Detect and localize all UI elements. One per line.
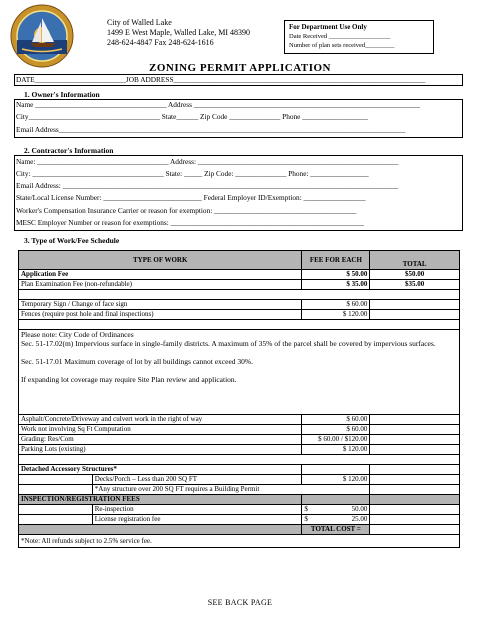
table-row bbox=[19, 515, 460, 525]
license-fee-cell bbox=[302, 515, 370, 525]
city-info bbox=[107, 18, 250, 48]
col-total: TOTAL bbox=[370, 251, 460, 270]
decks-label: Decks/Porch – Less than 200 SQ FT bbox=[92, 475, 302, 485]
department-use-box bbox=[284, 20, 434, 54]
fences-fee: $ 120.00 bbox=[302, 310, 370, 320]
reinspection-fee-cell bbox=[302, 505, 370, 515]
department-use-title: For Department Use Only bbox=[289, 23, 367, 31]
inspection-fees-heading: INSPECTION/REGISTRATION FEES bbox=[19, 495, 302, 505]
plan-exam-fee: $ 35.00 bbox=[302, 280, 370, 290]
fences-total[interactable] bbox=[370, 310, 460, 320]
plan-sets-field[interactable]: Number of plan sets received_________ bbox=[289, 42, 395, 49]
detached-structures-label: Detached Accessory Structures* bbox=[19, 465, 302, 475]
contractor-section-heading: 2. Contractor's Information bbox=[24, 146, 114, 155]
detached-total-cell bbox=[370, 465, 460, 475]
table-row bbox=[19, 425, 460, 435]
grading-fee: $ 60.00 / $120.00 bbox=[302, 435, 370, 445]
table-row bbox=[19, 495, 460, 505]
blank-cell bbox=[19, 475, 93, 485]
asphalt-label: Asphalt/Concrete/Driveway and culvert work in the right of way bbox=[19, 415, 302, 425]
date-address-box bbox=[14, 74, 463, 86]
spacer-row bbox=[19, 290, 460, 300]
table-row bbox=[19, 270, 460, 280]
date-job-address-field[interactable]: DATE_________________________JOB ADDRESS_____________________________________________________________________ bbox=[16, 75, 426, 84]
grading-label: Grading: Res/Com bbox=[19, 435, 302, 445]
work-no-sqft-fee: $ 60.00 bbox=[302, 425, 370, 435]
table-row bbox=[19, 475, 460, 485]
fee-table-header bbox=[19, 251, 460, 270]
table-row bbox=[19, 280, 460, 290]
see-back-page-note: SEE BACK PAGE bbox=[207, 598, 273, 607]
spacer-row bbox=[19, 455, 460, 465]
total-cost-label: TOTAL COST = bbox=[302, 525, 370, 535]
total-cost-value[interactable] bbox=[370, 525, 460, 535]
blank-cell bbox=[19, 485, 93, 495]
work-no-sqft-total[interactable] bbox=[370, 425, 460, 435]
plan-exam-fee-label: Plan Examination Fee (non-refundable) bbox=[19, 280, 302, 290]
application-fee: $ 50.00 bbox=[302, 270, 370, 280]
parking-lots-label: Parking Lots (existing) bbox=[19, 445, 302, 455]
col-type-of-work: TYPE OF WORK bbox=[19, 251, 302, 270]
detached-fee-cell bbox=[302, 465, 370, 475]
contractor-email-field[interactable]: Email Address: ____________________________________________________________________________________________ bbox=[16, 181, 399, 190]
owner-city-field[interactable]: City____________________________________ State______ Zip Code ______________ Phone __________________ bbox=[16, 112, 368, 121]
structure-permit-note: *Any structure over 200 SQ FT requires a Building Permit bbox=[92, 485, 370, 495]
grading-total[interactable] bbox=[370, 435, 460, 445]
temp-sign-label: Temporary Sign / Change of face sign bbox=[19, 300, 302, 310]
table-row bbox=[19, 445, 460, 455]
contractor-name-field[interactable]: Name: ____________________________________ Address: _______________________________________________________ bbox=[16, 157, 399, 166]
contractor-license-field[interactable]: State/Local License Number: ___________________________ Federal Employer ID/Exemption: _________________ bbox=[16, 193, 366, 202]
owner-section-heading: 1. Owner's Information bbox=[24, 90, 100, 99]
table-row bbox=[19, 505, 460, 515]
temp-sign-total[interactable] bbox=[370, 300, 460, 310]
work-no-sqft-label: Work not involving Sq Ft Computation bbox=[19, 425, 302, 435]
decks-total[interactable] bbox=[370, 475, 460, 485]
contractor-city-field[interactable]: City: ____________________________________ State: _____ Zip Code: ______________ Phone: ________________ bbox=[16, 169, 369, 178]
ordinance-note-heading: Please note: City Code of Ordinances bbox=[21, 330, 134, 339]
license-fee-label: License registration fee bbox=[92, 515, 302, 525]
spacer-row bbox=[19, 320, 460, 330]
table-row bbox=[19, 415, 460, 425]
table-row bbox=[19, 535, 460, 548]
table-row bbox=[19, 300, 460, 310]
workers-comp-field[interactable]: Worker's Compensation Insurance Carrier or reason for exemption: _______________________________________ bbox=[16, 206, 357, 215]
dollar-sign: $ bbox=[304, 515, 308, 523]
total-spacer-cell bbox=[19, 525, 302, 535]
owner-email-field[interactable]: Email Address_______________________________________________________________________________________________ bbox=[16, 125, 406, 134]
ordinance-notes-row bbox=[19, 330, 460, 415]
table-row bbox=[19, 435, 460, 445]
reinspection-total[interactable] bbox=[370, 505, 460, 515]
asphalt-fee: $ 60.00 bbox=[302, 415, 370, 425]
city-name: City of Walled Lake bbox=[107, 18, 172, 27]
ordinance-note-coverage: Sec. 51-17.01 Maximum coverage of lot by all buildings cannot exceed 30%. bbox=[21, 357, 254, 366]
temp-sign-fee: $ 60.00 bbox=[302, 300, 370, 310]
license-fee: 25.00 bbox=[351, 515, 368, 523]
table-row bbox=[19, 485, 460, 495]
table-row bbox=[19, 465, 460, 475]
inspection-fee-cell bbox=[302, 495, 370, 505]
blank-cell bbox=[19, 505, 93, 515]
form-title: ZONING PERMIT APPLICATION bbox=[148, 62, 331, 74]
reinspection-label: Re-inspection bbox=[92, 505, 302, 515]
application-fee-total[interactable]: $50.00 bbox=[370, 270, 460, 280]
fee-schedule-table bbox=[18, 250, 460, 548]
refund-note: *Note: All refunds subject to 2.5% service fee. bbox=[19, 535, 460, 548]
plan-exam-fee-total[interactable]: $35.00 bbox=[370, 280, 460, 290]
mesc-number-field[interactable]: MESC Employer Number or reason for exemptions: _____________________________________________________ bbox=[16, 218, 364, 227]
table-row bbox=[19, 525, 460, 535]
ordinance-note-impervious: Sec. 51-17.02(m) Impervious surface in single-family districts. A maximum of 35% of the parcel shall be covered by impervious surfaces. bbox=[21, 339, 436, 348]
decks-fee: $ 120.00 bbox=[302, 475, 370, 485]
blank-cell bbox=[370, 485, 460, 495]
dollar-sign: $ bbox=[304, 505, 308, 513]
work-section-heading: 3. Type of Work/Fee Schedule bbox=[24, 236, 120, 245]
ordinance-notes bbox=[19, 330, 460, 415]
asphalt-total[interactable] bbox=[370, 415, 460, 425]
city-seal-logo bbox=[10, 4, 74, 68]
ordinance-note-site-plan: If expanding lot coverage may require Site Plan review and application. bbox=[21, 375, 237, 384]
parking-lots-total[interactable] bbox=[370, 445, 460, 455]
col-fee-for-each: FEE FOR EACH bbox=[302, 251, 370, 270]
city-phone: 248-624-4847 Fax 248-624-1616 bbox=[107, 38, 214, 47]
application-fee-label: Application Fee bbox=[19, 270, 302, 280]
blank-cell bbox=[19, 515, 93, 525]
license-total[interactable] bbox=[370, 515, 460, 525]
owner-name-field[interactable]: Name ____________________________________ Address ______________________________________________________________ bbox=[16, 100, 420, 109]
city-address: 1499 E West Maple, Walled Lake, MI 48390 bbox=[107, 28, 251, 37]
table-row bbox=[19, 310, 460, 320]
parking-lots-fee: $ 120.00 bbox=[302, 445, 370, 455]
fences-label: Fences (require post hole and final inspections) bbox=[19, 310, 302, 320]
inspection-total-cell bbox=[370, 495, 460, 505]
date-received-field[interactable]: Date Received ___________________ bbox=[289, 33, 391, 40]
reinspection-fee: 50.00 bbox=[351, 505, 368, 513]
